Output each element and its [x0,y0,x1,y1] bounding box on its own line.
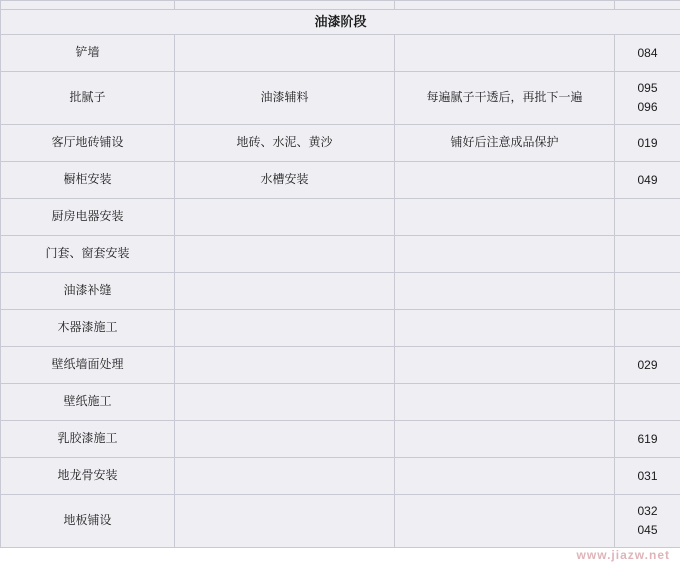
table-row[interactable] [1,310,680,347]
table-row[interactable] [1,347,680,384]
cell-material[interactable]: 地砖、水泥、黄沙 [175,125,395,162]
cell-process-name[interactable]: 铲墙 [1,35,175,72]
cell-material[interactable] [175,236,395,273]
cell-code[interactable] [615,273,680,310]
cell-note[interactable] [395,162,615,199]
cell-process-name[interactable]: 地板铺设 [1,495,175,548]
cell-code[interactable] [615,421,680,458]
cell-code[interactable] [615,125,680,162]
watermark: www.jiazw.net [576,548,670,562]
table-row[interactable] [1,72,680,125]
table-row[interactable] [1,273,680,310]
table-body [1,1,680,548]
cell-material[interactable] [175,421,395,458]
cell-partial-2 [175,1,395,10]
cell-note[interactable] [395,35,615,72]
cell-material[interactable] [175,458,395,495]
cell-partial-3 [395,1,615,10]
code-value: 095 [637,81,658,96]
table-row[interactable] [1,421,680,458]
code-value: 031 [637,468,658,483]
table-row[interactable] [1,162,680,199]
cell-process-name[interactable]: 壁纸施工 [1,384,175,421]
code-value: 084 [637,45,658,60]
cell-code[interactable] [615,35,680,72]
cell-process-name[interactable]: 橱柜安装 [1,162,175,199]
cell-process-name[interactable]: 乳胶漆施工 [1,421,175,458]
cell-code[interactable] [615,72,680,125]
cell-material[interactable] [175,273,395,310]
cell-process-name[interactable]: 地龙骨安装 [1,458,175,495]
cell-note[interactable]: 铺好后注意成品保护 [395,125,615,162]
code-value: 049 [637,172,658,187]
cell-material[interactable] [175,495,395,548]
cell-process-name[interactable]: 油漆补缝 [1,273,175,310]
cell-material[interactable] [175,347,395,384]
table-row[interactable] [1,35,680,72]
cell-note[interactable] [395,458,615,495]
cell-note[interactable] [395,236,615,273]
cell-code[interactable] [615,199,680,236]
code-value: 096 [637,100,658,114]
cell-code[interactable] [615,384,680,421]
cell-material[interactable] [175,384,395,421]
code-value: 019 [637,135,658,150]
cell-process-name[interactable]: 壁纸墙面处理 [1,347,175,384]
cell-material[interactable]: 水槽安装 [175,162,395,199]
cell-material[interactable]: 油漆辅料 [175,72,395,125]
cell-partial-1 [1,1,175,10]
cell-process-name[interactable]: 门套、窗套安装 [1,236,175,273]
cell-process-name[interactable]: 木器漆施工 [1,310,175,347]
cell-material[interactable] [175,310,395,347]
code-value: 032 [637,504,658,519]
code-value: 619 [637,431,658,446]
cell-process-name[interactable]: 批腻子 [1,72,175,125]
cell-note[interactable] [395,273,615,310]
code-value: 045 [637,523,658,537]
cell-code[interactable] [615,310,680,347]
cell-code[interactable] [615,495,680,548]
cell-note[interactable] [395,421,615,458]
cell-code[interactable] [615,236,680,273]
table-row[interactable] [1,384,680,421]
section-title-row [1,10,680,35]
table-row[interactable] [1,236,680,273]
cell-process-name[interactable]: 客厅地砖铺设 [1,125,175,162]
cell-code[interactable] [615,162,680,199]
cell-code[interactable] [615,347,680,384]
code-value: 029 [637,357,658,372]
cell-note[interactable] [395,384,615,421]
cell-note[interactable] [395,199,615,236]
table-row[interactable] [1,458,680,495]
cell-process-name[interactable]: 厨房电器安装 [1,199,175,236]
cell-note[interactable] [395,310,615,347]
cell-partial-4 [615,1,680,10]
table-row[interactable] [1,125,680,162]
table-row[interactable] [1,495,680,548]
section-title: 油漆阶段 [1,10,680,35]
cell-material[interactable] [175,199,395,236]
cell-code[interactable] [615,458,680,495]
cell-note[interactable] [395,495,615,548]
table-row-partial-top [1,1,680,10]
cell-note[interactable]: 每遍腻子干透后，再批下一遍 [395,72,615,125]
table-row[interactable] [1,199,680,236]
cell-note[interactable] [395,347,615,384]
cell-material[interactable] [175,35,395,72]
